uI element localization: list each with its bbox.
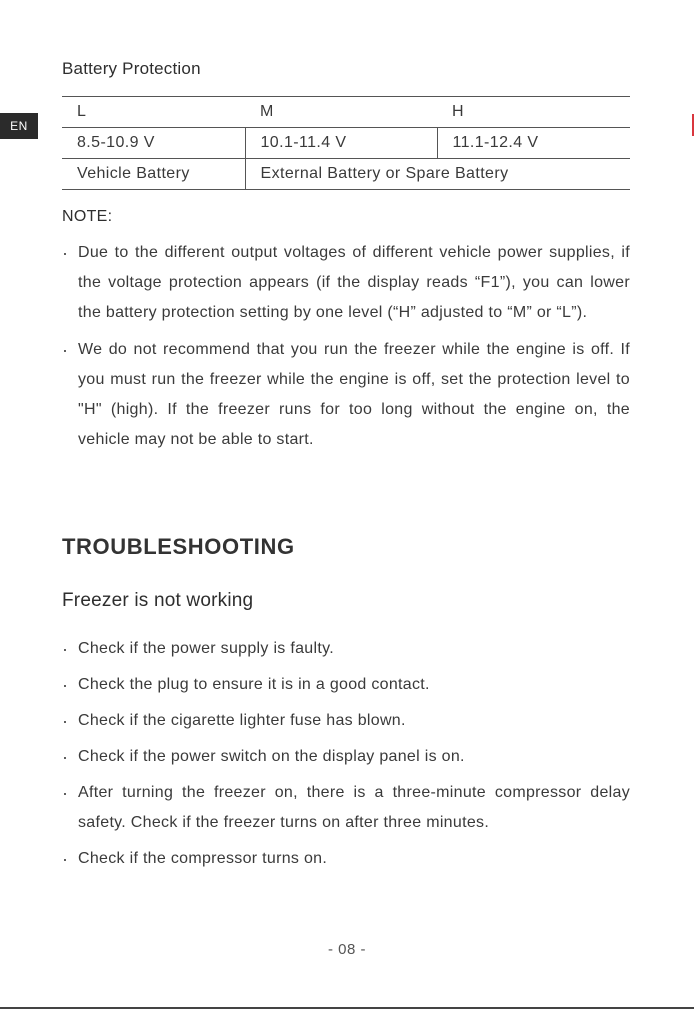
troubleshooting-title: TROUBLESHOOTING [62, 534, 295, 559]
language-tab: EN [0, 113, 38, 139]
usage-vehicle: Vehicle Battery [62, 159, 245, 190]
voltage-m: 10.1-11.4 V [245, 128, 437, 159]
troubleshooting-list [62, 634, 630, 880]
list-item: · Check if the cigarette lighter fuse has blown. [62, 706, 630, 736]
voltage-l: 8.5-10.9 V [62, 128, 245, 159]
header-h: H [437, 97, 630, 128]
freezer-not-working-subtitle: Freezer is not working [62, 590, 254, 611]
note-title: NOTE: [62, 208, 113, 225]
table-row-usage [62, 159, 630, 190]
battery-protection-table [62, 96, 630, 190]
table-header-row [62, 97, 630, 128]
voltage-h: 11.1-12.4 V [437, 128, 630, 159]
list-item: · Check the plug to ensure it is in a good contact. [62, 670, 630, 700]
list-item: · Check if the power switch on the display panel is on. [62, 742, 630, 772]
usage-external: External Battery or Spare Battery [245, 159, 630, 190]
note-list [62, 238, 630, 462]
list-item: · Due to the different output voltages of different vehicle power supplies, if the voltage protection appears (if the display reads “F1”), you can lower the battery protection setting by one level (“H” adjusted to “M” or “L”). [62, 238, 630, 328]
page-number: - 08 - [327, 941, 366, 958]
header-m: M [245, 97, 437, 128]
table-row-voltage [62, 128, 630, 159]
list-item: · After turning the freezer on, there is a three-minute compressor delay safety. Check if the freezer turns on after three minutes. [62, 778, 630, 838]
list-item: · We do not recommend that you run the freezer while the engine is off. If you must run the freezer while the engine is off, set the protection level to "H" (high). If the freezer runs for too long without the engine on, the vehicle may not be able to start. [62, 335, 630, 455]
list-item: · Check if the power supply is faulty. [62, 634, 630, 664]
list-item: · Check if the compressor turns on. [62, 844, 630, 874]
battery-protection-title: Battery Protection [62, 59, 201, 78]
header-l: L [62, 97, 245, 128]
